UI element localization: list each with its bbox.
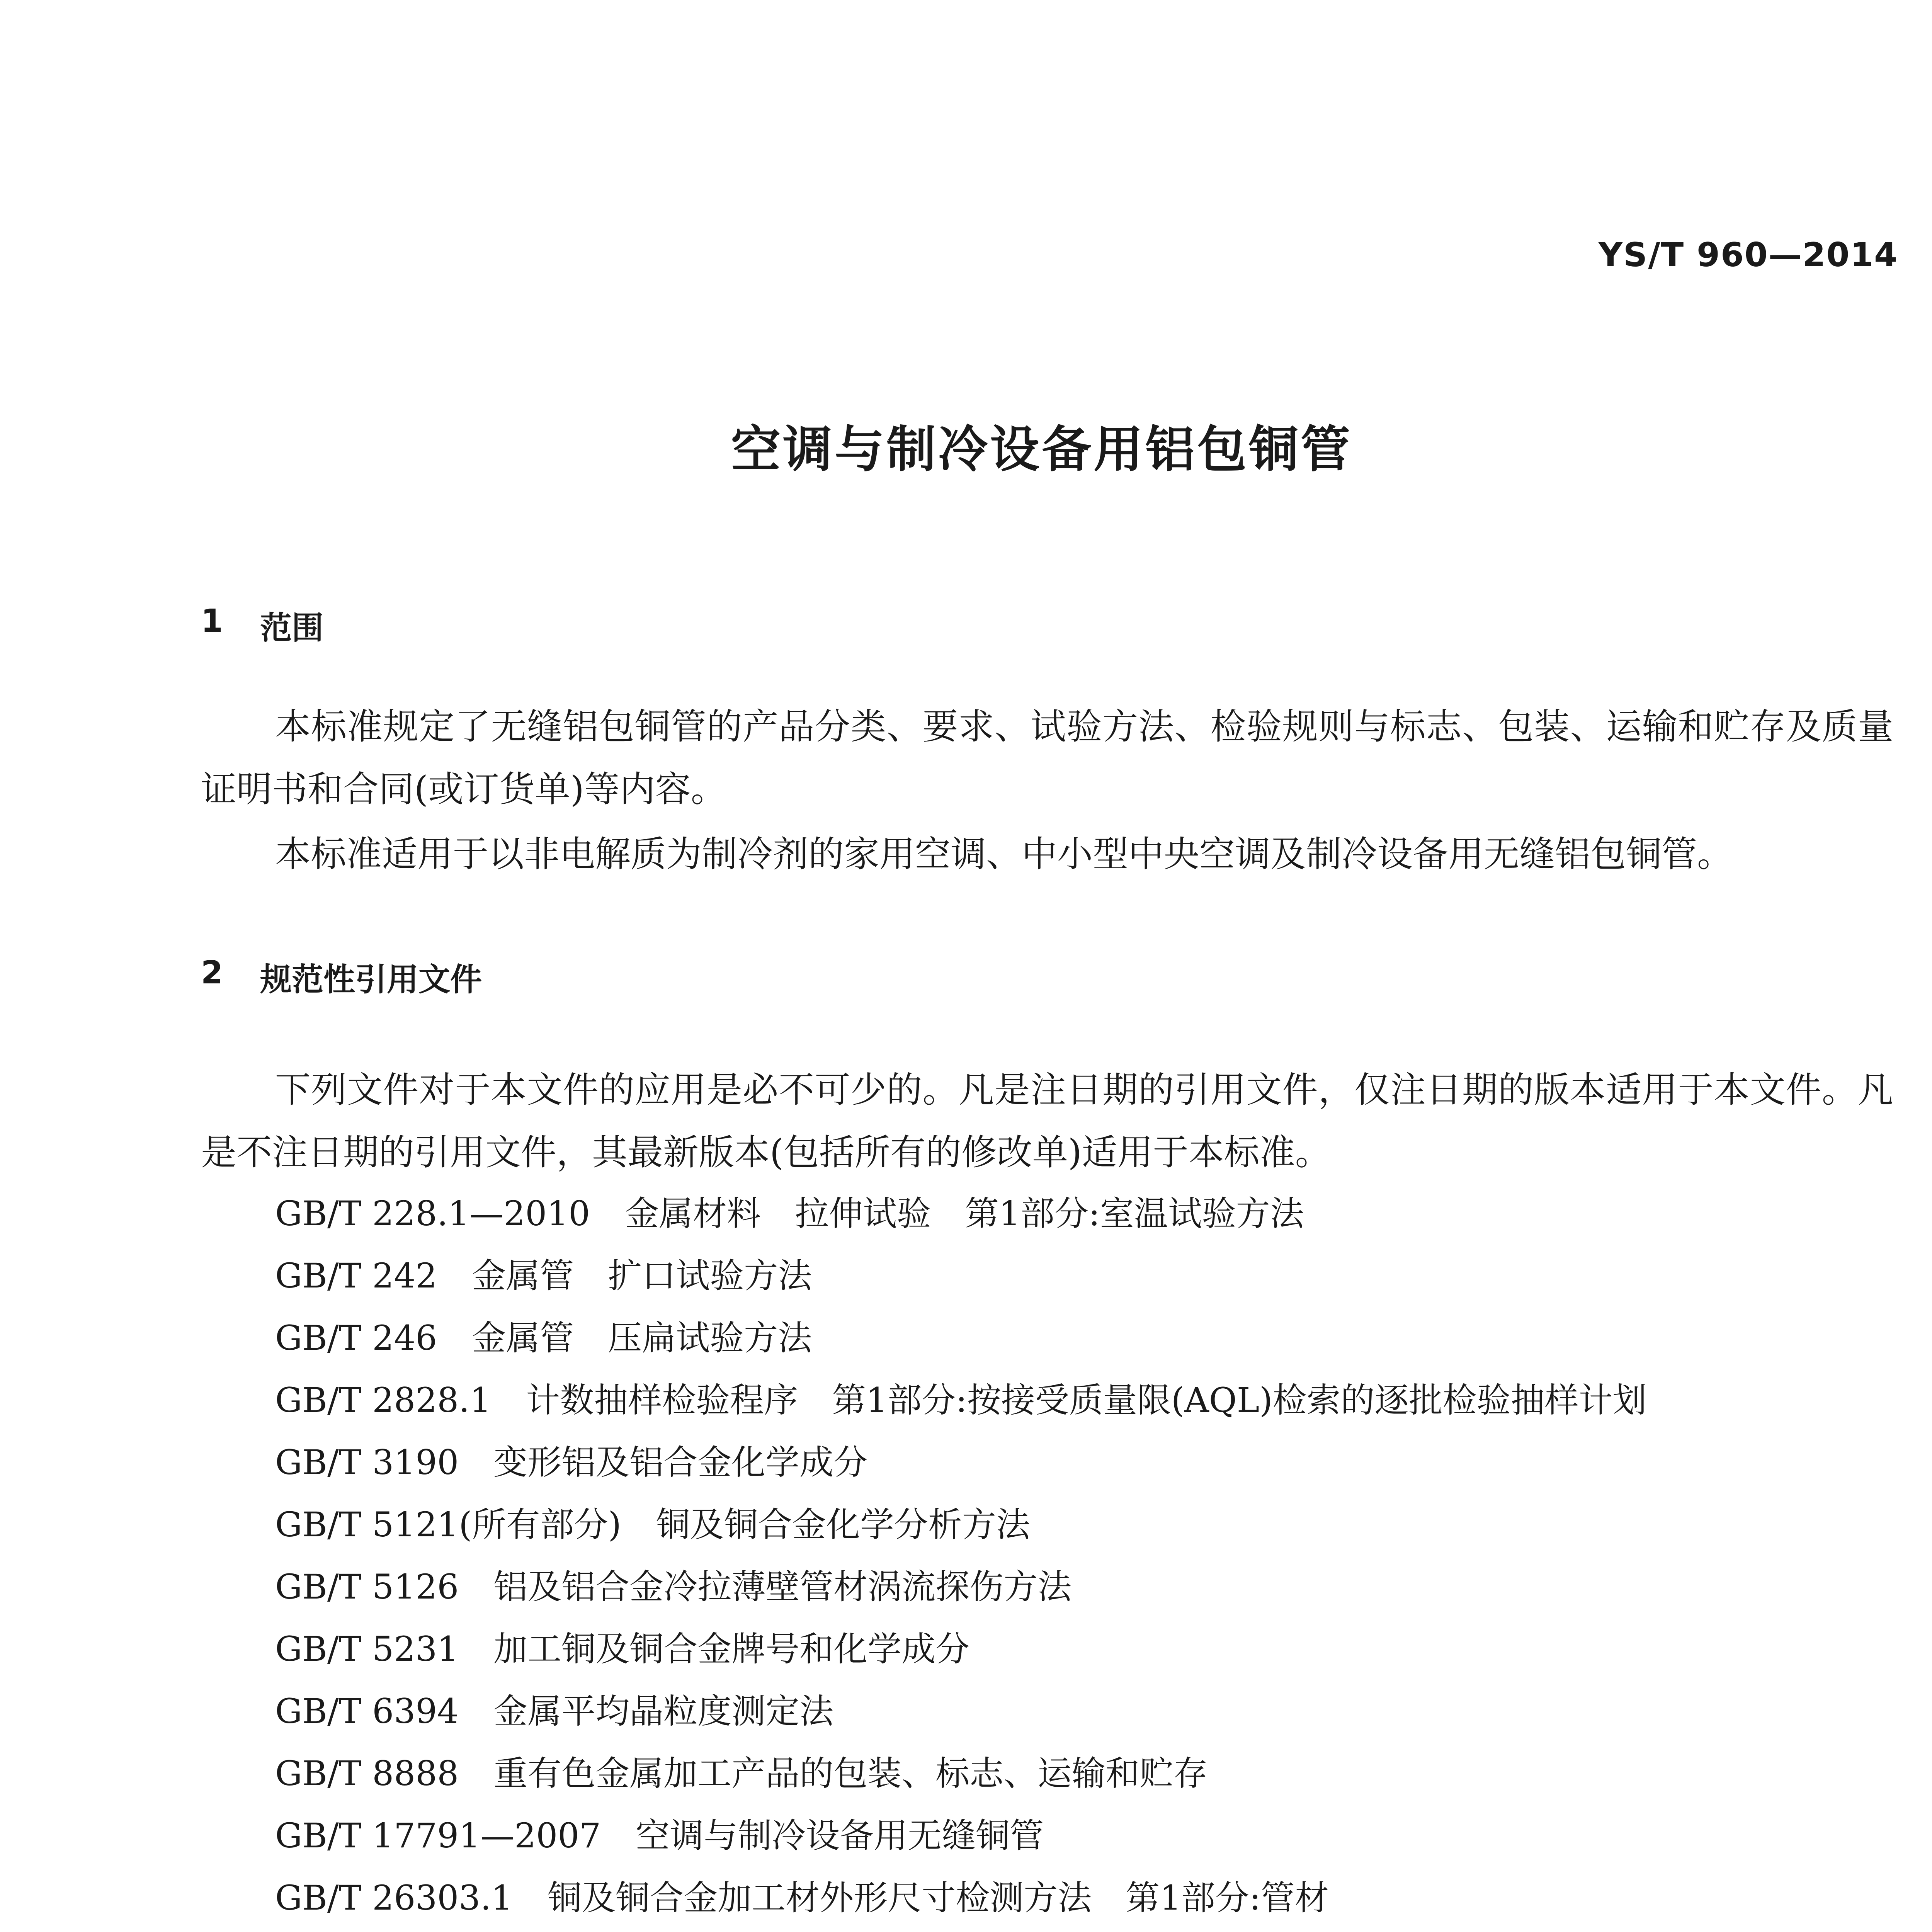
section-title: 范围 <box>260 610 324 646</box>
reference-title: 变形铝及铝合金化学成分 <box>493 1442 868 1482</box>
reference-code: GB/T 17791—2007 <box>275 1816 601 1855</box>
document-title: 空调与制冷设备用铝包铜管 <box>731 421 1352 478</box>
reference-title: 加工铜及铜合金牌号和化学成分 <box>493 1629 970 1669</box>
reference-code: GB/T 2828.1 <box>275 1380 492 1420</box>
reference-code: GB/T 228.1—2010 <box>275 1194 590 1233</box>
reference-title: 金属管 压扁试验方法 <box>472 1318 812 1358</box>
reference-list <box>275 1182 1647 1932</box>
section-number: 1 <box>201 603 223 639</box>
reference-item <box>275 1369 1647 1431</box>
reference-title: 重有色金属加工产品的包装、标志、运输和贮存 <box>493 1753 1208 1793</box>
reference-item <box>275 1182 1647 1245</box>
reference-title: 空调与制冷设备用无缝铜管 <box>636 1816 1044 1855</box>
reference-item <box>275 1680 1647 1742</box>
reference-title: 铜及铜合金化学分析方法 <box>656 1505 1030 1544</box>
reference-code: GB/T 5231 <box>275 1629 459 1669</box>
reference-code: GB/T 246 <box>275 1318 437 1358</box>
reference-code: GB/T 26303.1 <box>275 1878 513 1918</box>
section-number: 2 <box>201 954 223 991</box>
reference-item <box>275 1804 1647 1867</box>
reference-code: GB/T 5126 <box>275 1567 459 1607</box>
section-1-paragraph-2: 本标准适用于以非电解质为制冷剂的家用空调、中小型中央空调及制冷设备用无缝铝包铜管。 <box>275 833 1733 875</box>
reference-item <box>275 1556 1647 1618</box>
reference-title: 金属材料 拉伸试验 第1部分:室温试验方法 <box>625 1194 1304 1233</box>
standard-code: YS/T 960—2014 <box>1598 236 1898 274</box>
section-1-heading <box>201 603 323 648</box>
section-2-heading <box>201 954 482 1000</box>
section-1-paragraph-1: 本标准规定了无缝铝包铜管的产品分类、要求、试验方法、检验规则与标志、包装、运输和贮存及质量证明书和合同(或订货单)等内容。 <box>201 706 1893 810</box>
reference-item <box>275 1742 1647 1804</box>
reference-title: 铝及铝合金冷拉薄壁管材涡流探伤方法 <box>493 1567 1072 1607</box>
reference-item <box>275 1245 1647 1307</box>
reference-title: 金属平均晶粒度测定法 <box>493 1691 834 1731</box>
reference-item <box>275 1493 1647 1556</box>
reference-code <box>275 1929 431 1932</box>
reference-code: GB/T 8888 <box>275 1753 459 1793</box>
reference-code: GB/T 3190 <box>275 1442 459 1482</box>
reference-code: GB/T 6394 <box>275 1691 459 1731</box>
section-title: 规范性引用文件 <box>260 961 482 998</box>
reference-item <box>275 1431 1647 1493</box>
reference-title: 铜及铜合金加工材外形尺寸检测方法 第1部分:管材 <box>548 1878 1329 1918</box>
reference-item <box>275 1618 1647 1680</box>
reference-code: GB/T 242 <box>275 1256 437 1296</box>
reference-item <box>275 1307 1647 1369</box>
reference-item <box>275 1929 1647 1932</box>
reference-code: GB/T 5121(所有部分) <box>275 1505 621 1544</box>
reference-title: 金属管 扩口试验方法 <box>472 1256 812 1296</box>
reference-title: 计数抽样检验程序 第1部分:按接受质量限(AQL)检索的逐批检验抽样计划 <box>526 1380 1647 1420</box>
reference-item <box>275 1867 1647 1929</box>
section-2-intro: 下列文件对于本文件的应用是必不可少的。凡是注日期的引用文件，仅注日期的版本适用于本文件。凡是不注日期的引用文件，其最新版本(包括所有的修改单)适用于本标准。 <box>201 1069 1893 1173</box>
